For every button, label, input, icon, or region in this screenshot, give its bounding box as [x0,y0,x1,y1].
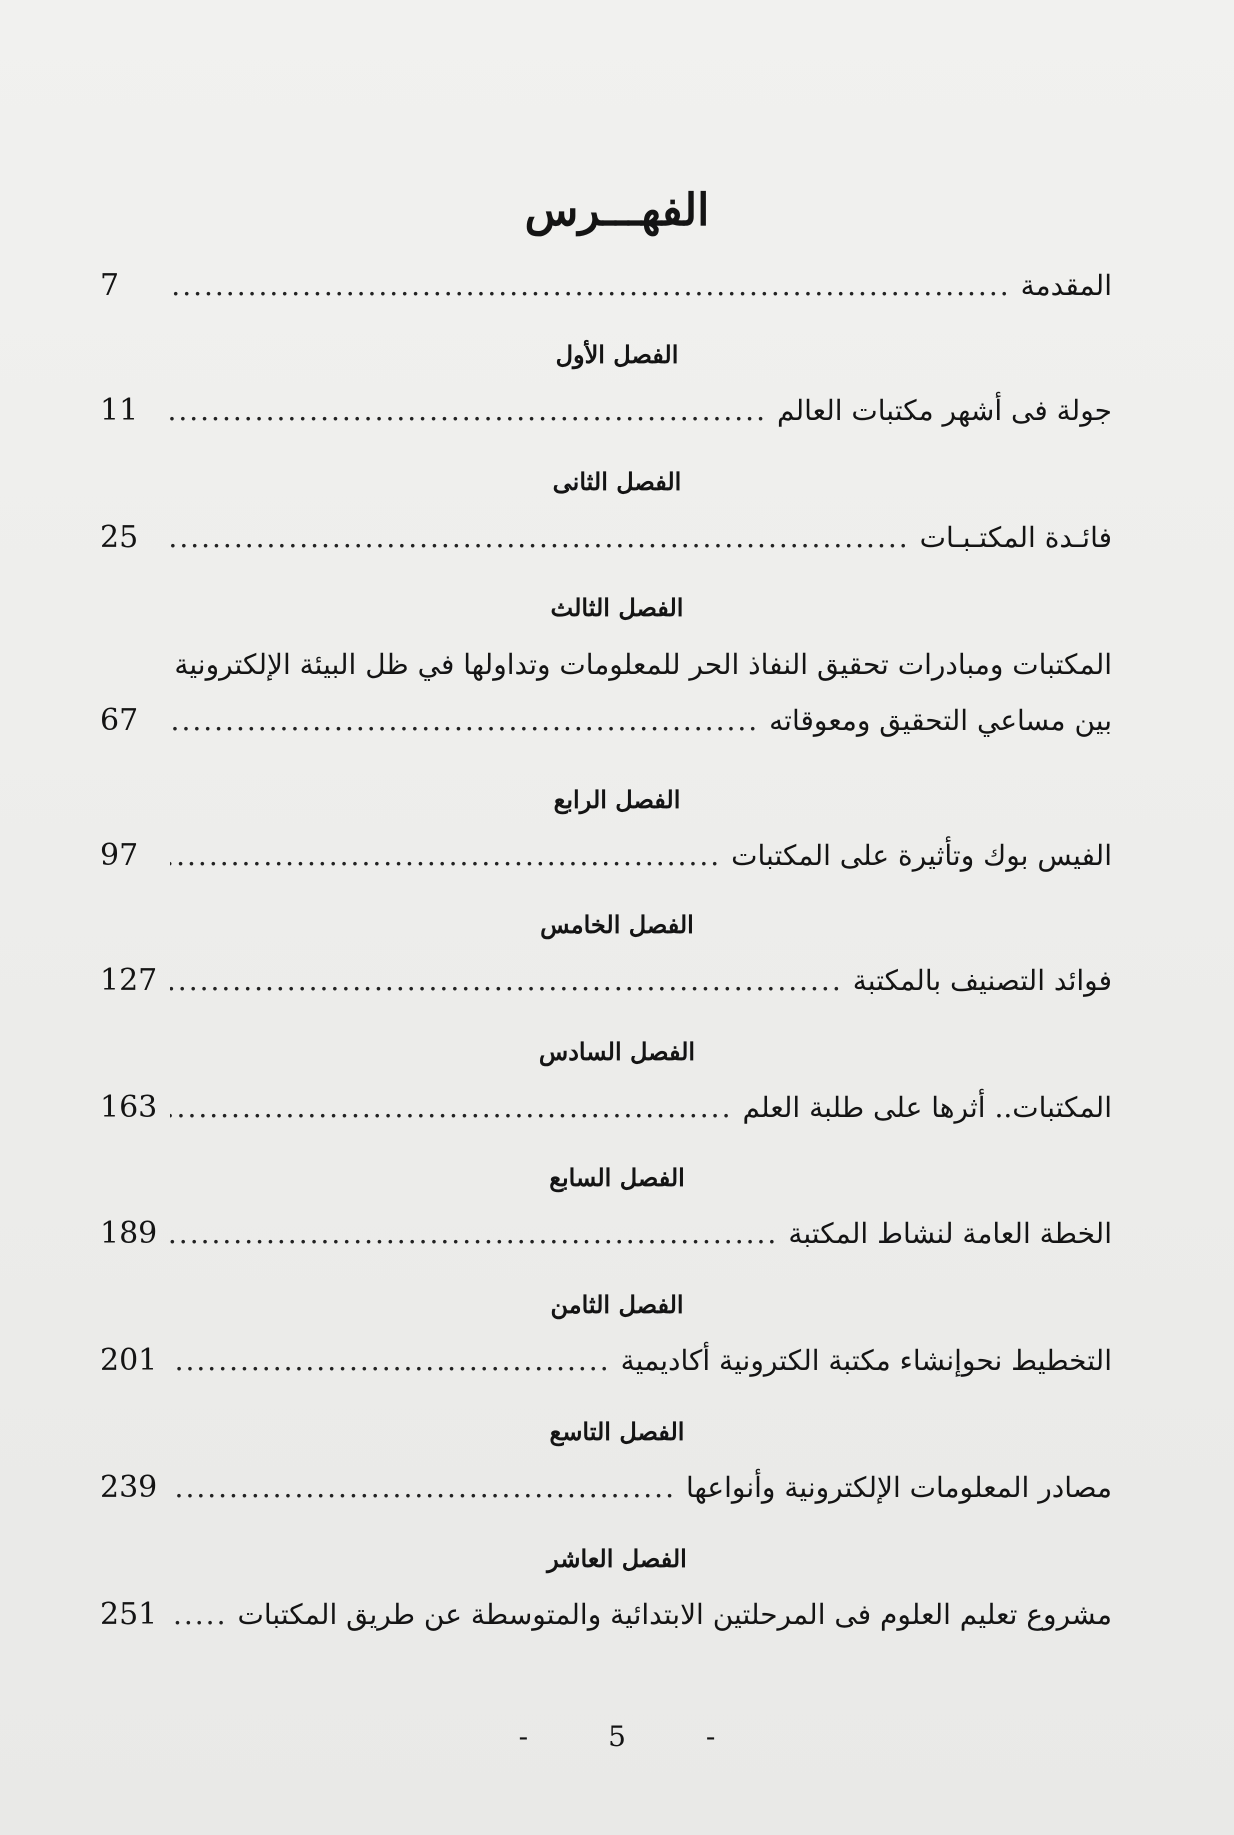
chapter-heading: الفصل السادس [538,1037,696,1066]
entry-page: 97 [100,838,139,873]
chapter-heading: الفصل السابع [549,1163,685,1192]
dot-leader [170,704,759,737]
toc-entry [100,520,1112,564]
dot-leader [170,521,910,554]
entry-title: المقدمة [1020,269,1112,302]
chapter-heading: الفصل العاشر [547,1544,687,1573]
entry-page: 201 [100,1343,158,1378]
chapter-heading: الفصل الخامس [540,910,694,939]
page-number: 5 [608,1720,626,1753]
footer-dash-right: - [705,1720,716,1753]
toc-entry [100,1216,1112,1260]
entry-page: 189 [100,1216,158,1251]
entry-page: 239 [100,1470,158,1505]
entry-page: 163 [100,1090,158,1125]
entry-title: التخطيط نحوإنشاء مكتبة الكترونية أكاديمية [620,1344,1112,1377]
entry-title: مشروع تعليم العلوم فى المرحلتين الابتدائية والمتوسطة عن طريق المكتبات [237,1598,1112,1631]
entry-page: 7 [100,268,120,303]
dot-leader [170,1344,611,1377]
toc-entry [100,1343,1112,1387]
dot-leader [170,1598,227,1631]
dot-leader [170,839,721,872]
entry-title-line2: بين مساعي التحقيق ومعوقاته [769,704,1112,737]
dot-leader [170,1471,676,1504]
entry-page: 251 [100,1597,158,1632]
toc-entry-intro [100,268,1112,312]
chapter-heading: الفصل الثامن [550,1290,684,1319]
dot-leader [170,269,1011,302]
toc-entry [100,963,1112,1007]
entry-title: فوائد التصنيف بالمكتبة [852,964,1112,997]
entry-line2 [100,703,1112,738]
entry-page: 67 [100,703,139,738]
chapter-heading: الفصل الرابع [553,785,681,814]
entry-page: 11 [100,393,139,428]
toc-entry [100,393,1112,437]
toc-entry [100,838,1112,882]
dot-leader [170,964,843,997]
toc-entry [100,1090,1112,1134]
chapter-heading: الفصل الثانى [552,467,682,496]
entry-title: المكتبات.. أثرها على طلبة العلم [742,1091,1112,1124]
entry-title-line1: المكتبات ومبادرات تحقيق النفاذ الحر للمعلومات وتداولها في ظل البيئة الإلكترونية [174,648,1112,681]
entry-title: مصادر المعلومات الإلكترونية وأنواعها [685,1471,1112,1504]
chapter-heading: الفصل الأول [555,340,679,369]
toc-entry-two-line [100,648,1112,758]
toc-entry [100,1597,1112,1641]
toc-entry [100,1470,1112,1514]
dot-leader [170,1217,778,1250]
chapter-heading: الفصل التاسع [549,1417,685,1446]
entry-title: فائـدة المكتـبـات [919,521,1112,554]
footer-dash-left: - [518,1720,529,1753]
entry-title: جولة فى أشهر مكتبات العالم [776,394,1112,427]
entry-page: 25 [100,520,139,555]
page-title: الفهـــرس [524,185,710,236]
dot-leader [170,394,767,427]
entry-page: 127 [100,963,158,998]
chapter-heading: الفصل الثالث [550,593,684,622]
entry-title: الفيس بوك وتأثيرة على المكتبات [731,839,1112,872]
page-footer [0,1720,1234,1753]
entry-title: الخطة العامة لنشاط المكتبة [788,1217,1112,1250]
dot-leader [170,1091,732,1124]
